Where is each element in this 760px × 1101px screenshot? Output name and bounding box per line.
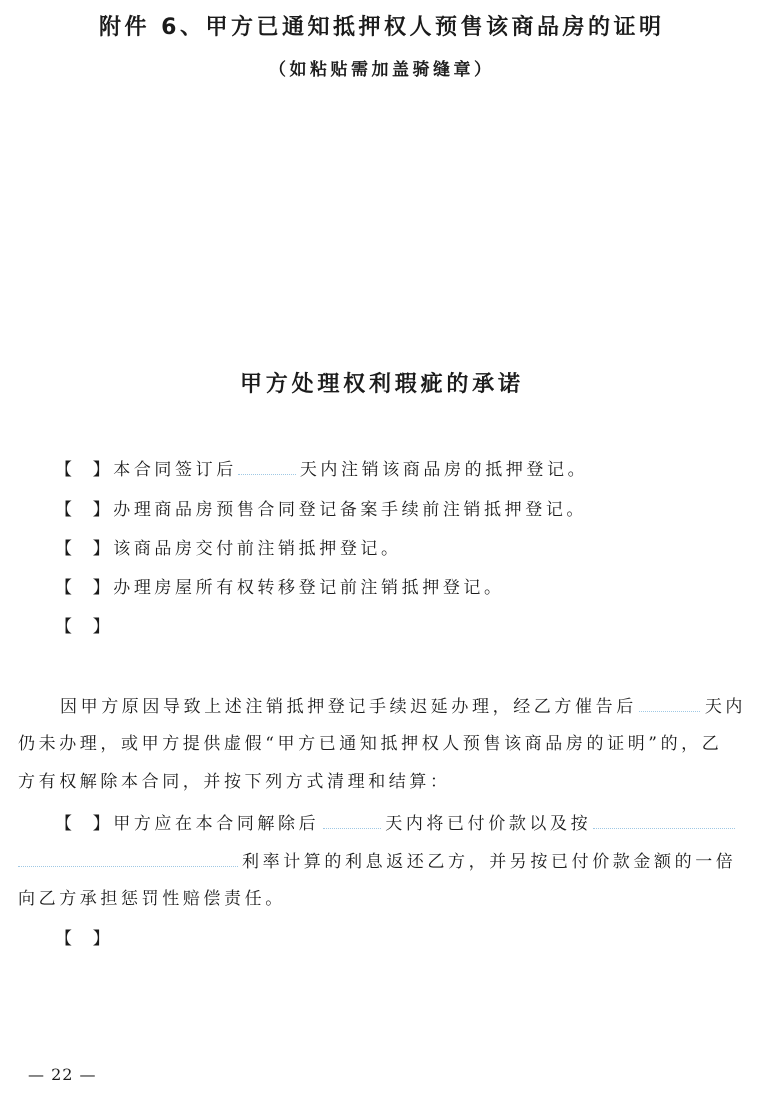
commitment-option-3 xyxy=(55,537,402,561)
settlement-option-1-line-3 xyxy=(18,887,286,911)
days-blank-field[interactable] xyxy=(323,810,381,829)
section-heading: 甲方处理权利瑕疵的承诺 xyxy=(239,372,524,397)
option-text: 向乙方承担惩罚性赔偿责任。 xyxy=(18,889,286,909)
settlement-option-1-line-2 xyxy=(18,848,736,872)
option-text: 甲方应在本合同解除后 xyxy=(113,814,320,834)
days-blank-field[interactable] xyxy=(238,456,296,475)
attachment-title: 附件 6、甲方已通知抵押权人预售该商品房的证明 xyxy=(99,15,665,40)
termination-paragraph-line-3 xyxy=(18,770,451,794)
commitment-option-4 xyxy=(55,576,505,600)
termination-paragraph-line-1 xyxy=(60,693,746,717)
seal-note: （如粘贴需加盖骑缝章） xyxy=(269,60,495,80)
checkbox-mark[interactable]: 【 】 xyxy=(55,814,114,834)
paragraph-text: 因甲方原因导致上述注销抵押登记手续迟延办理，经乙方催告后 xyxy=(60,697,637,717)
paragraph-text: 方有权解除本合同，并按下列方式清理和结算： xyxy=(18,772,451,792)
commitment-option-1 xyxy=(55,456,588,480)
paragraph-text: 天内 xyxy=(704,697,747,717)
interest-rate-blank-field-continued[interactable] xyxy=(18,848,238,867)
checkbox-mark[interactable]: 【 】 xyxy=(55,460,114,480)
option-text: 天内注销该商品房的抵押登记。 xyxy=(299,460,589,480)
option-text: 该商品房交付前注销抵押登记。 xyxy=(113,539,402,559)
commitment-option-2 xyxy=(55,498,587,522)
commitment-option-5 xyxy=(55,615,113,639)
paragraph-text: 仍未办理，或甲方提供虚假“甲方已通知抵押权人预售该商品房的证明”的，乙 xyxy=(18,734,723,754)
checkbox-mark[interactable]: 【 】 xyxy=(55,500,114,520)
page-number: — 22 — xyxy=(28,1065,97,1084)
termination-paragraph-line-2 xyxy=(18,732,722,756)
checkbox-mark[interactable]: 【 】 xyxy=(55,617,114,637)
option-text: 本合同签订后 xyxy=(113,460,237,480)
settlement-option-2 xyxy=(55,927,113,951)
checkbox-mark[interactable]: 【 】 xyxy=(55,929,114,949)
option-text: 天内将已付价款以及按 xyxy=(385,814,592,834)
interest-rate-blank-field[interactable] xyxy=(593,810,735,829)
option-text: 利率计算的利息返还乙方，并另按已付价款金额的一倍 xyxy=(242,852,737,872)
days-blank-field[interactable] xyxy=(639,693,700,712)
checkbox-mark[interactable]: 【 】 xyxy=(55,578,114,598)
option-text: 办理商品房预售合同登记备案手续前注销抵押登记。 xyxy=(113,500,588,520)
settlement-option-1-line-1 xyxy=(55,810,735,834)
option-text: 办理房屋所有权转移登记前注销抵押登记。 xyxy=(113,578,505,598)
checkbox-mark[interactable]: 【 】 xyxy=(55,539,114,559)
